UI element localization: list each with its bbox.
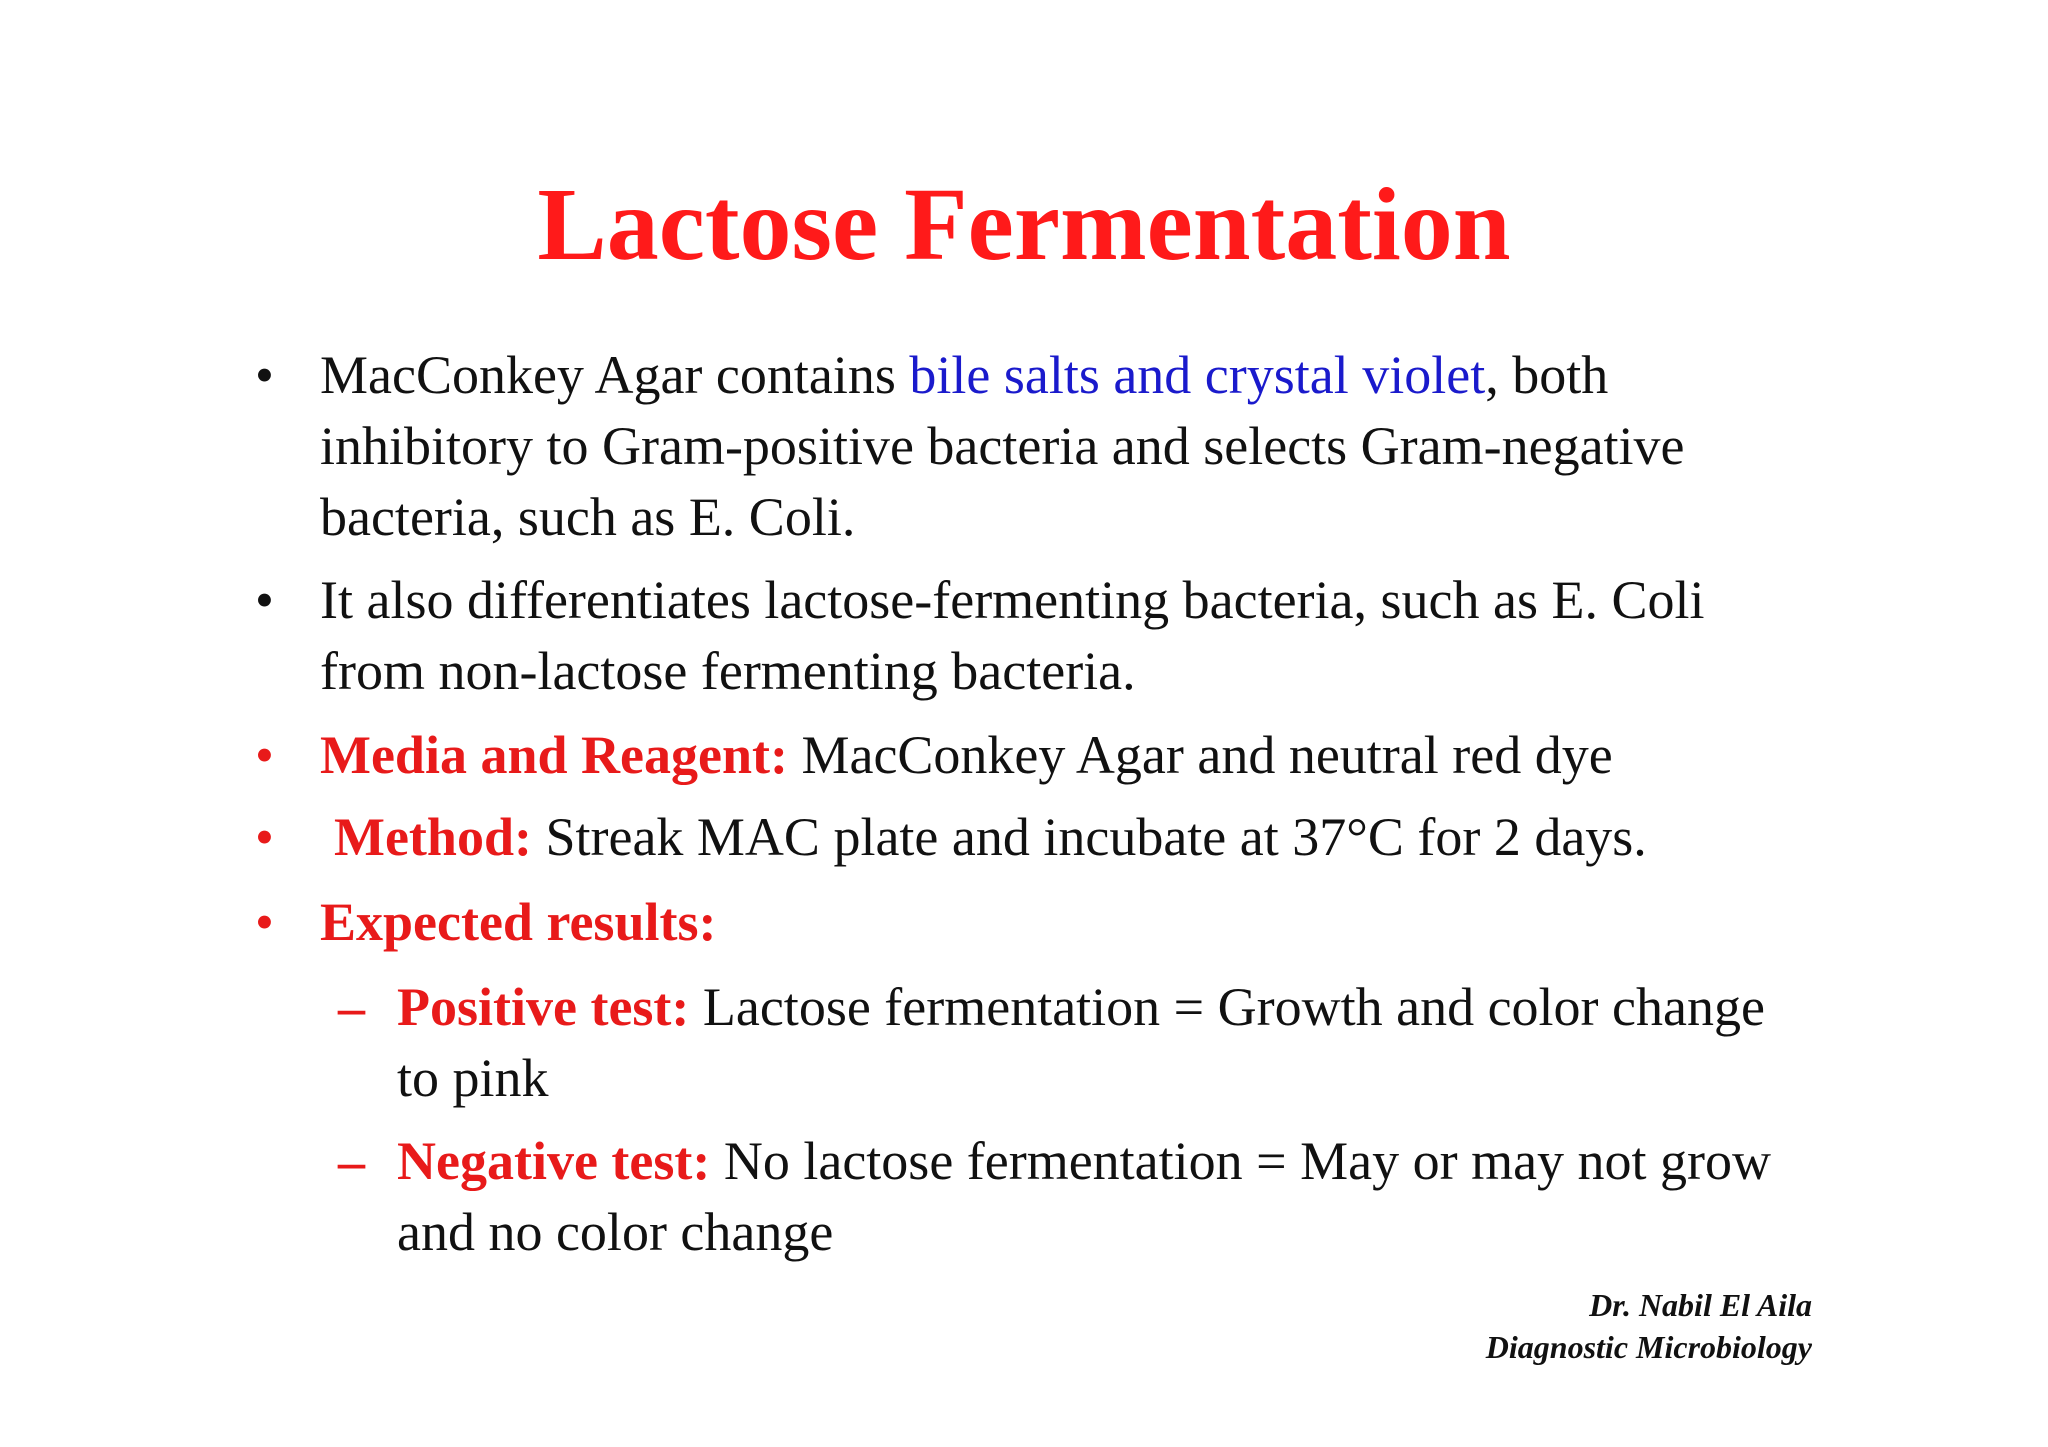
negative-test-text: No lactose fermentation = May or may not grow and no color change bbox=[397, 1131, 1772, 1262]
sub-bullet-marker: – bbox=[338, 977, 365, 1037]
label-method: Method: bbox=[334, 807, 532, 867]
bullet-marker: • bbox=[255, 570, 274, 630]
sub-item-negative bbox=[397, 1126, 1797, 1268]
footer-course: Diagnostic Microbiology bbox=[1485, 1329, 1812, 1365]
bullet-marker: • bbox=[255, 892, 274, 952]
sub-item-positive bbox=[397, 972, 1797, 1114]
highlight-bile-salts: bile salts and crystal violet bbox=[909, 345, 1486, 405]
bullet-text-pre: MacConkey Agar contains bbox=[320, 345, 910, 405]
bullet-marker: • bbox=[255, 345, 274, 405]
label-expected-results: Expected results: bbox=[320, 892, 717, 952]
sub-bullet-marker: – bbox=[338, 1131, 365, 1191]
slide-footer bbox=[1486, 1284, 1812, 1368]
bullet-item-expected bbox=[320, 887, 1820, 958]
label-media-reagent: Media and Reagent: bbox=[320, 725, 788, 785]
media-reagent-text: MacConkey Agar and neutral red dye bbox=[787, 725, 1613, 785]
bullet-item-differentiates: It also differentiates lactose-fermenting bacteria, such as E. Coli from non-lactose fermenting bacteria. bbox=[320, 570, 1705, 701]
bullet-text-post: , both inhibitory to Gram-positive bacteria and selects Gram-negative bacteria, such as E. Coli. bbox=[320, 345, 1685, 547]
bullet-marker: • bbox=[255, 807, 274, 867]
method-text: Streak MAC plate and incubate at 37°C for 2 days. bbox=[531, 807, 1647, 867]
label-negative-test: Negative test: bbox=[397, 1131, 711, 1191]
bullet-marker: • bbox=[255, 725, 274, 785]
bullet-item-media bbox=[320, 720, 1820, 791]
bullet-item-method bbox=[334, 802, 1834, 873]
bullet-item-macconkey bbox=[320, 340, 1820, 553]
positive-test-text: Lactose fermentation = Growth and color change to pink bbox=[397, 977, 1765, 1108]
label-positive-test: Positive test: bbox=[397, 977, 690, 1037]
slide-title: Lactose Fermentation bbox=[537, 167, 1511, 282]
footer-author: Dr. Nabil El Aila bbox=[1589, 1287, 1812, 1323]
